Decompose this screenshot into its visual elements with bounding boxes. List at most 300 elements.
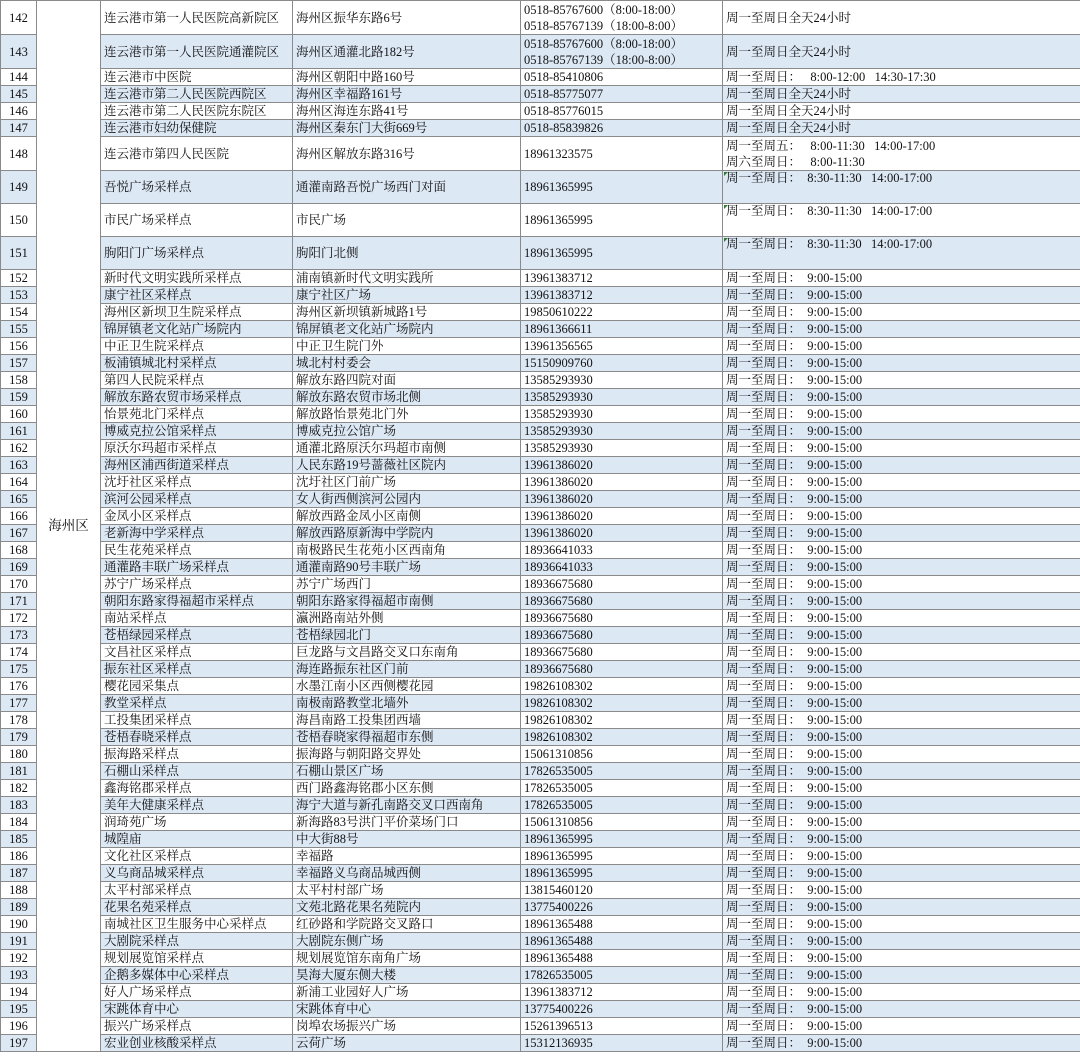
site-phone <box>521 204 723 237</box>
site-phone <box>521 372 723 389</box>
site-phone <box>521 678 723 695</box>
site-name: 润琦苑广场 <box>101 814 293 831</box>
site-phone <box>521 882 723 899</box>
site-hours <box>723 457 1080 474</box>
site-address: 解放东路农贸市场北侧 <box>293 389 521 406</box>
table-row <box>1 1035 1080 1052</box>
phone-line: 0518-85767139（18:00-8:00） <box>524 52 684 67</box>
site-phone <box>521 237 723 270</box>
site-hours <box>723 440 1080 457</box>
site-name: 宏业创业核酸采样点 <box>101 1035 293 1052</box>
phone-line: 19826108302 <box>524 679 593 693</box>
site-name: 太平村部采样点 <box>101 882 293 899</box>
phone-line: 15150909760 <box>524 356 593 370</box>
table-row <box>1 610 1080 627</box>
site-name: 振兴广场采样点 <box>101 1018 293 1035</box>
site-name: 怡景苑北门采样点 <box>101 406 293 423</box>
table-row <box>1 542 1080 559</box>
phone-line: 18961365995 <box>524 213 593 227</box>
site-name: 新时代文明实践所采样点 <box>101 270 293 287</box>
phone-line: 17826535005 <box>524 968 593 982</box>
phone-line: 17826535005 <box>524 781 593 795</box>
site-hours <box>723 338 1080 355</box>
site-hours <box>723 967 1080 984</box>
site-phone <box>521 644 723 661</box>
site-hours <box>723 508 1080 525</box>
site-address: 苍梧春晓家得福超市东侧 <box>293 729 521 746</box>
site-address: 中大街88号 <box>293 831 521 848</box>
phone-line: 18936675680 <box>524 628 593 642</box>
row-number: 166 <box>1 508 37 525</box>
hours-line: 周一至周日： 8:30-11:30 14:00-17:00 <box>726 171 933 185</box>
row-number: 178 <box>1 712 37 729</box>
site-hours <box>723 542 1080 559</box>
site-hours <box>723 355 1080 372</box>
hours-line: 周一至周日： 9:00-15:00 <box>726 849 863 863</box>
site-address: 石棚山景区广场 <box>293 763 521 780</box>
phone-line: 13815460120 <box>524 883 593 897</box>
site-hours <box>723 746 1080 763</box>
site-phone <box>521 457 723 474</box>
row-number: 168 <box>1 542 37 559</box>
site-name: 宋跳体育中心 <box>101 1001 293 1018</box>
hours-line: 周一至周日全天24小时 <box>726 44 852 59</box>
site-address: 海州区新坝镇新城路1号 <box>293 304 521 321</box>
site-address: 南极路民生花苑小区西南角 <box>293 542 521 559</box>
site-hours <box>723 204 1080 237</box>
site-hours <box>723 270 1080 287</box>
hours-line: 周一至周日： 9:00-15:00 <box>726 968 863 982</box>
site-name: 第四人民院采样点 <box>101 372 293 389</box>
site-address: 解放西路原新海中学院内 <box>293 525 521 542</box>
table-row <box>1 440 1080 457</box>
phone-line: 13585293930 <box>524 424 593 438</box>
hours-line: 周一至周日： 9:00-15:00 <box>726 934 863 948</box>
site-hours <box>723 797 1080 814</box>
row-number: 177 <box>1 695 37 712</box>
row-number: 148 <box>1 137 37 171</box>
hours-line: 周一至周日： 9:00-15:00 <box>726 305 863 319</box>
hours-line: 周一至周日： 8:30-11:30 14:00-17:00 <box>726 204 933 218</box>
site-name: 文化社区采样点 <box>101 848 293 865</box>
site-name: 沈圩社区采样点 <box>101 474 293 491</box>
site-hours <box>723 559 1080 576</box>
site-address: 海州区朝阳中路160号 <box>293 69 521 86</box>
row-number: 194 <box>1 984 37 1001</box>
site-hours <box>723 610 1080 627</box>
hours-line: 周一至周日： 9:00-15:00 <box>726 373 863 387</box>
phone-line: 13961386020 <box>524 509 593 523</box>
hours-line: 周一至周日： 9:00-15:00 <box>726 475 863 489</box>
site-phone <box>521 576 723 593</box>
hours-line: 周一至周日： 9:00-15:00 <box>726 441 863 455</box>
row-number: 180 <box>1 746 37 763</box>
site-phone <box>521 508 723 525</box>
site-phone <box>521 814 723 831</box>
site-phone <box>521 86 723 103</box>
phone-line: 18961365995 <box>524 849 593 863</box>
site-hours <box>723 171 1080 204</box>
table-row <box>1 287 1080 304</box>
table-row <box>1 780 1080 797</box>
row-number: 147 <box>1 120 37 137</box>
table-row <box>1 882 1080 899</box>
hours-line: 周一至周日： 9:00-15:00 <box>726 883 863 897</box>
hours-line: 周一至周日： 9:00-15:00 <box>726 900 863 914</box>
table-row <box>1 576 1080 593</box>
phone-line: 18936641033 <box>524 543 593 557</box>
row-number: 149 <box>1 171 37 204</box>
hours-line: 周一至周日： 9:00-15:00 <box>726 288 863 302</box>
table-row <box>1 508 1080 525</box>
table-row <box>1 423 1080 440</box>
phone-line: 18936675680 <box>524 611 593 625</box>
site-name: 民生花苑采样点 <box>101 542 293 559</box>
table-row <box>1 304 1080 321</box>
site-name: 博威克拉公馆采样点 <box>101 423 293 440</box>
phone-line: 13961386020 <box>524 492 593 506</box>
site-hours <box>723 35 1080 69</box>
phone-line: 0518-85767139（18:00-8:00） <box>524 18 684 33</box>
row-number: 192 <box>1 950 37 967</box>
site-name: 教堂采样点 <box>101 695 293 712</box>
site-name: 连云港市第四人民医院 <box>101 137 293 171</box>
site-hours <box>723 712 1080 729</box>
site-address: 女人街西侧滨河公园内 <box>293 491 521 508</box>
site-phone <box>521 542 723 559</box>
site-phone <box>521 627 723 644</box>
site-phone <box>521 593 723 610</box>
hours-line: 周一至周日： 9:00-15:00 <box>726 985 863 999</box>
site-phone <box>521 69 723 86</box>
site-name: 锦屏镇老文化站广场院内 <box>101 321 293 338</box>
hours-line: 周一至周日： 9:00-15:00 <box>726 543 863 557</box>
site-name: 连云港市妇幼保健院 <box>101 120 293 137</box>
table-row <box>1 899 1080 916</box>
row-number: 170 <box>1 576 37 593</box>
hours-line: 周一至周日： 9:00-15:00 <box>726 594 863 608</box>
phone-line: 18961365995 <box>524 866 593 880</box>
hours-line: 周一至周日： 8:30-11:30 14:00-17:00 <box>726 237 933 251</box>
site-hours <box>723 882 1080 899</box>
hours-line: 周一至周日： 9:00-15:00 <box>726 832 863 846</box>
phone-line: 13961383712 <box>524 985 593 999</box>
hours-line: 周一至周日： 9:00-15:00 <box>726 747 863 761</box>
site-hours <box>723 237 1080 270</box>
table-row <box>1 120 1080 137</box>
hours-line: 周六至周日： 8:00-11:30 <box>726 154 865 169</box>
hours-line: 周一至周日： 9:00-15:00 <box>726 781 863 795</box>
table-row <box>1 933 1080 950</box>
phone-line: 13961383712 <box>524 288 593 302</box>
site-address: 人民东路19号蔷薇社区院内 <box>293 457 521 474</box>
table-row <box>1 355 1080 372</box>
site-name: 大剧院采样点 <box>101 933 293 950</box>
hours-line: 周一至周日： 9:00-15:00 <box>726 1036 863 1050</box>
row-number: 150 <box>1 204 37 237</box>
phone-line: 18936675680 <box>524 594 593 608</box>
site-phone <box>521 270 723 287</box>
site-name: 老新海中学采样点 <box>101 525 293 542</box>
site-address: 通灌北路原沃尔玛超市南侧 <box>293 440 521 457</box>
site-phone <box>521 491 723 508</box>
row-number: 186 <box>1 848 37 865</box>
row-number: 195 <box>1 1001 37 1018</box>
phone-line: 18961365488 <box>524 917 593 931</box>
row-number: 142 <box>1 1 37 35</box>
table-row <box>1 103 1080 120</box>
site-phone <box>521 797 723 814</box>
site-hours <box>723 406 1080 423</box>
site-name: 板浦镇城北村采样点 <box>101 355 293 372</box>
phone-line: 15261396513 <box>524 1019 593 1033</box>
site-phone <box>521 406 723 423</box>
row-number: 151 <box>1 237 37 270</box>
hours-line: 周一至周日： 9:00-15:00 <box>726 492 863 506</box>
table-body <box>1 1 1080 1052</box>
site-address: 幸福路 <box>293 848 521 865</box>
table-row <box>1 848 1080 865</box>
hours-line: 周一至周日全天24小时 <box>726 104 852 118</box>
table-row <box>1 389 1080 406</box>
row-number: 173 <box>1 627 37 644</box>
row-number: 185 <box>1 831 37 848</box>
phone-line: 13585293930 <box>524 390 593 404</box>
site-hours <box>723 627 1080 644</box>
site-address: 海宁大道与新孔南路交叉口西南角 <box>293 797 521 814</box>
site-name: 美年大健康采样点 <box>101 797 293 814</box>
table-row <box>1 35 1080 69</box>
row-number: 163 <box>1 457 37 474</box>
hours-line: 周一至周日： 9:00-15:00 <box>726 628 863 642</box>
site-name: 连云港市第二人民医院东院区 <box>101 103 293 120</box>
phone-line: 0518-85410806 <box>524 70 604 84</box>
site-address: 水墨江南小区西侧樱花园 <box>293 678 521 695</box>
site-address: 解放路怡景苑北门外 <box>293 406 521 423</box>
row-number: 189 <box>1 899 37 916</box>
site-phone <box>521 1001 723 1018</box>
row-number: 152 <box>1 270 37 287</box>
row-number: 154 <box>1 304 37 321</box>
hours-line: 周一至周五： 8:00-11:30 14:00-17:00 <box>726 138 936 153</box>
hours-line: 周一至周日： 9:00-15:00 <box>726 322 863 336</box>
site-hours <box>723 933 1080 950</box>
site-address: 红砂路和学院路交叉路口 <box>293 916 521 933</box>
phone-line: 18936641033 <box>524 560 593 574</box>
row-number: 179 <box>1 729 37 746</box>
phone-line: 0518-85767600（8:00-18:00） <box>524 36 684 51</box>
site-phone <box>521 865 723 882</box>
site-phone <box>521 103 723 120</box>
site-address: 浦南镇新时代文明实践所 <box>293 270 521 287</box>
row-number: 184 <box>1 814 37 831</box>
hours-line: 周一至周日： 9:00-15:00 <box>726 866 863 880</box>
table-row <box>1 457 1080 474</box>
site-name: 南站采样点 <box>101 610 293 627</box>
site-phone <box>521 423 723 440</box>
hours-line: 周一至周日： 9:00-15:00 <box>726 815 863 829</box>
site-address: 云荷广场 <box>293 1035 521 1052</box>
site-hours <box>723 491 1080 508</box>
site-name: 朐阳门广场采样点 <box>101 237 293 270</box>
phone-line: 0518-85839826 <box>524 121 604 135</box>
row-number: 143 <box>1 35 37 69</box>
table-row <box>1 797 1080 814</box>
site-address: 解放西路金凤小区南侧 <box>293 508 521 525</box>
site-name: 连云港市第一人民医院高新院区 <box>101 1 293 35</box>
site-hours <box>723 1 1080 35</box>
site-address: 朐阳门北侧 <box>293 237 521 270</box>
site-hours <box>723 389 1080 406</box>
site-phone <box>521 695 723 712</box>
table-row <box>1 593 1080 610</box>
site-phone <box>521 916 723 933</box>
site-address: 文苑北路花果名苑院内 <box>293 899 521 916</box>
hours-line: 周一至周日： 9:00-15:00 <box>726 407 863 421</box>
row-number: 182 <box>1 780 37 797</box>
site-address: 海州区秦东门大街669号 <box>293 120 521 137</box>
phone-line: 19826108302 <box>524 696 593 710</box>
phone-line: 17826535005 <box>524 798 593 812</box>
site-address: 市民广场 <box>293 204 521 237</box>
site-name: 连云港市中医院 <box>101 69 293 86</box>
row-number: 193 <box>1 967 37 984</box>
hours-line: 周一至周日： 9:00-15:00 <box>726 611 863 625</box>
site-phone <box>521 899 723 916</box>
table-row <box>1 950 1080 967</box>
site-hours <box>723 848 1080 865</box>
row-number: 176 <box>1 678 37 695</box>
site-phone <box>521 389 723 406</box>
table-row <box>1 967 1080 984</box>
hours-line: 周一至周日全天24小时 <box>726 121 852 135</box>
site-name: 花果名苑采样点 <box>101 899 293 916</box>
hours-line: 周一至周日： 9:00-15:00 <box>726 713 863 727</box>
site-address: 西门路鑫海铭郡小区东侧 <box>293 780 521 797</box>
site-phone <box>521 729 723 746</box>
site-phone <box>521 338 723 355</box>
site-hours <box>723 103 1080 120</box>
site-address: 海昌南路工投集团西墙 <box>293 712 521 729</box>
table-row <box>1 865 1080 882</box>
site-address: 南极南路教堂北墙外 <box>293 695 521 712</box>
hours-line: 周一至周日： 9:00-15:00 <box>726 424 863 438</box>
phone-line: 13961383712 <box>524 271 593 285</box>
site-hours <box>723 831 1080 848</box>
hours-line: 周一至周日： 9:00-15:00 <box>726 662 863 676</box>
phone-line: 0518-85776015 <box>524 104 604 118</box>
site-phone <box>521 848 723 865</box>
row-number: 164 <box>1 474 37 491</box>
phone-line: 18936675680 <box>524 577 593 591</box>
row-number: 156 <box>1 338 37 355</box>
hours-line: 周一至周日： 9:00-15:00 <box>726 951 863 965</box>
table-row <box>1 86 1080 103</box>
site-name: 海州区新坝卫生院采样点 <box>101 304 293 321</box>
site-phone <box>521 35 723 69</box>
site-address: 大剧院东侧广场 <box>293 933 521 950</box>
site-address: 苏宁广场西门 <box>293 576 521 593</box>
phone-line: 13585293930 <box>524 441 593 455</box>
site-phone <box>521 1035 723 1052</box>
site-phone <box>521 171 723 204</box>
site-hours <box>723 576 1080 593</box>
site-address: 海州区解放东路316号 <box>293 137 521 171</box>
site-name: 滨河公园采样点 <box>101 491 293 508</box>
site-address: 通灌南路吾悦广场西门对面 <box>293 171 521 204</box>
row-number: 196 <box>1 1018 37 1035</box>
site-name: 振海路采样点 <box>101 746 293 763</box>
table-row <box>1 831 1080 848</box>
site-name: 连云港市第二人民医院西院区 <box>101 86 293 103</box>
hours-line: 周一至周日全天24小时 <box>726 10 852 25</box>
site-hours <box>723 137 1080 171</box>
site-phone <box>521 712 723 729</box>
site-name: 樱花园采集点 <box>101 678 293 695</box>
site-hours <box>723 321 1080 338</box>
site-hours <box>723 899 1080 916</box>
table-row <box>1 559 1080 576</box>
site-phone <box>521 746 723 763</box>
site-hours <box>723 729 1080 746</box>
site-address: 朝阳东路家得福超市南侧 <box>293 593 521 610</box>
hours-line: 周一至周日： 9:00-15:00 <box>726 271 863 285</box>
site-phone <box>521 287 723 304</box>
row-number: 171 <box>1 593 37 610</box>
row-number: 158 <box>1 372 37 389</box>
phone-line: 13961356565 <box>524 339 593 353</box>
site-address: 振海路与朝阳路交界处 <box>293 746 521 763</box>
site-hours <box>723 372 1080 389</box>
hours-line: 周一至周日： 9:00-15:00 <box>726 730 863 744</box>
site-name: 金凤小区采样点 <box>101 508 293 525</box>
row-number: 167 <box>1 525 37 542</box>
phone-line: 15312136935 <box>524 1036 593 1050</box>
phone-line: 13585293930 <box>524 407 593 421</box>
table-row <box>1 69 1080 86</box>
row-number: 159 <box>1 389 37 406</box>
hours-line: 周一至周日： 9:00-15:00 <box>726 509 863 523</box>
site-hours <box>723 593 1080 610</box>
site-hours <box>723 780 1080 797</box>
hours-line: 周一至周日： 9:00-15:00 <box>726 679 863 693</box>
site-hours <box>723 1018 1080 1035</box>
table-row <box>1 678 1080 695</box>
row-number: 162 <box>1 440 37 457</box>
row-number: 187 <box>1 865 37 882</box>
site-name: 苏宁广场采样点 <box>101 576 293 593</box>
hours-line: 周一至周日： 9:00-15:00 <box>726 560 863 574</box>
site-name: 原沃尔玛超市采样点 <box>101 440 293 457</box>
site-address: 昊海大厦东侧大楼 <box>293 967 521 984</box>
phone-line: 19826108302 <box>524 713 593 727</box>
row-number: 181 <box>1 763 37 780</box>
row-number: 160 <box>1 406 37 423</box>
site-address: 海连路振东社区门前 <box>293 661 521 678</box>
site-hours <box>723 69 1080 86</box>
site-address: 沈圩社区门前广场 <box>293 474 521 491</box>
site-phone <box>521 440 723 457</box>
table-row <box>1 474 1080 491</box>
site-address: 新海路83号洪门平价菜场门口 <box>293 814 521 831</box>
site-name: 南城社区卫生服务中心采样点 <box>101 916 293 933</box>
site-hours <box>723 950 1080 967</box>
hours-line: 周一至周日： 9:00-15:00 <box>726 458 863 472</box>
site-address: 苍梧绿园北门 <box>293 627 521 644</box>
site-phone <box>521 304 723 321</box>
site-phone <box>521 474 723 491</box>
site-name: 康宁社区采样点 <box>101 287 293 304</box>
